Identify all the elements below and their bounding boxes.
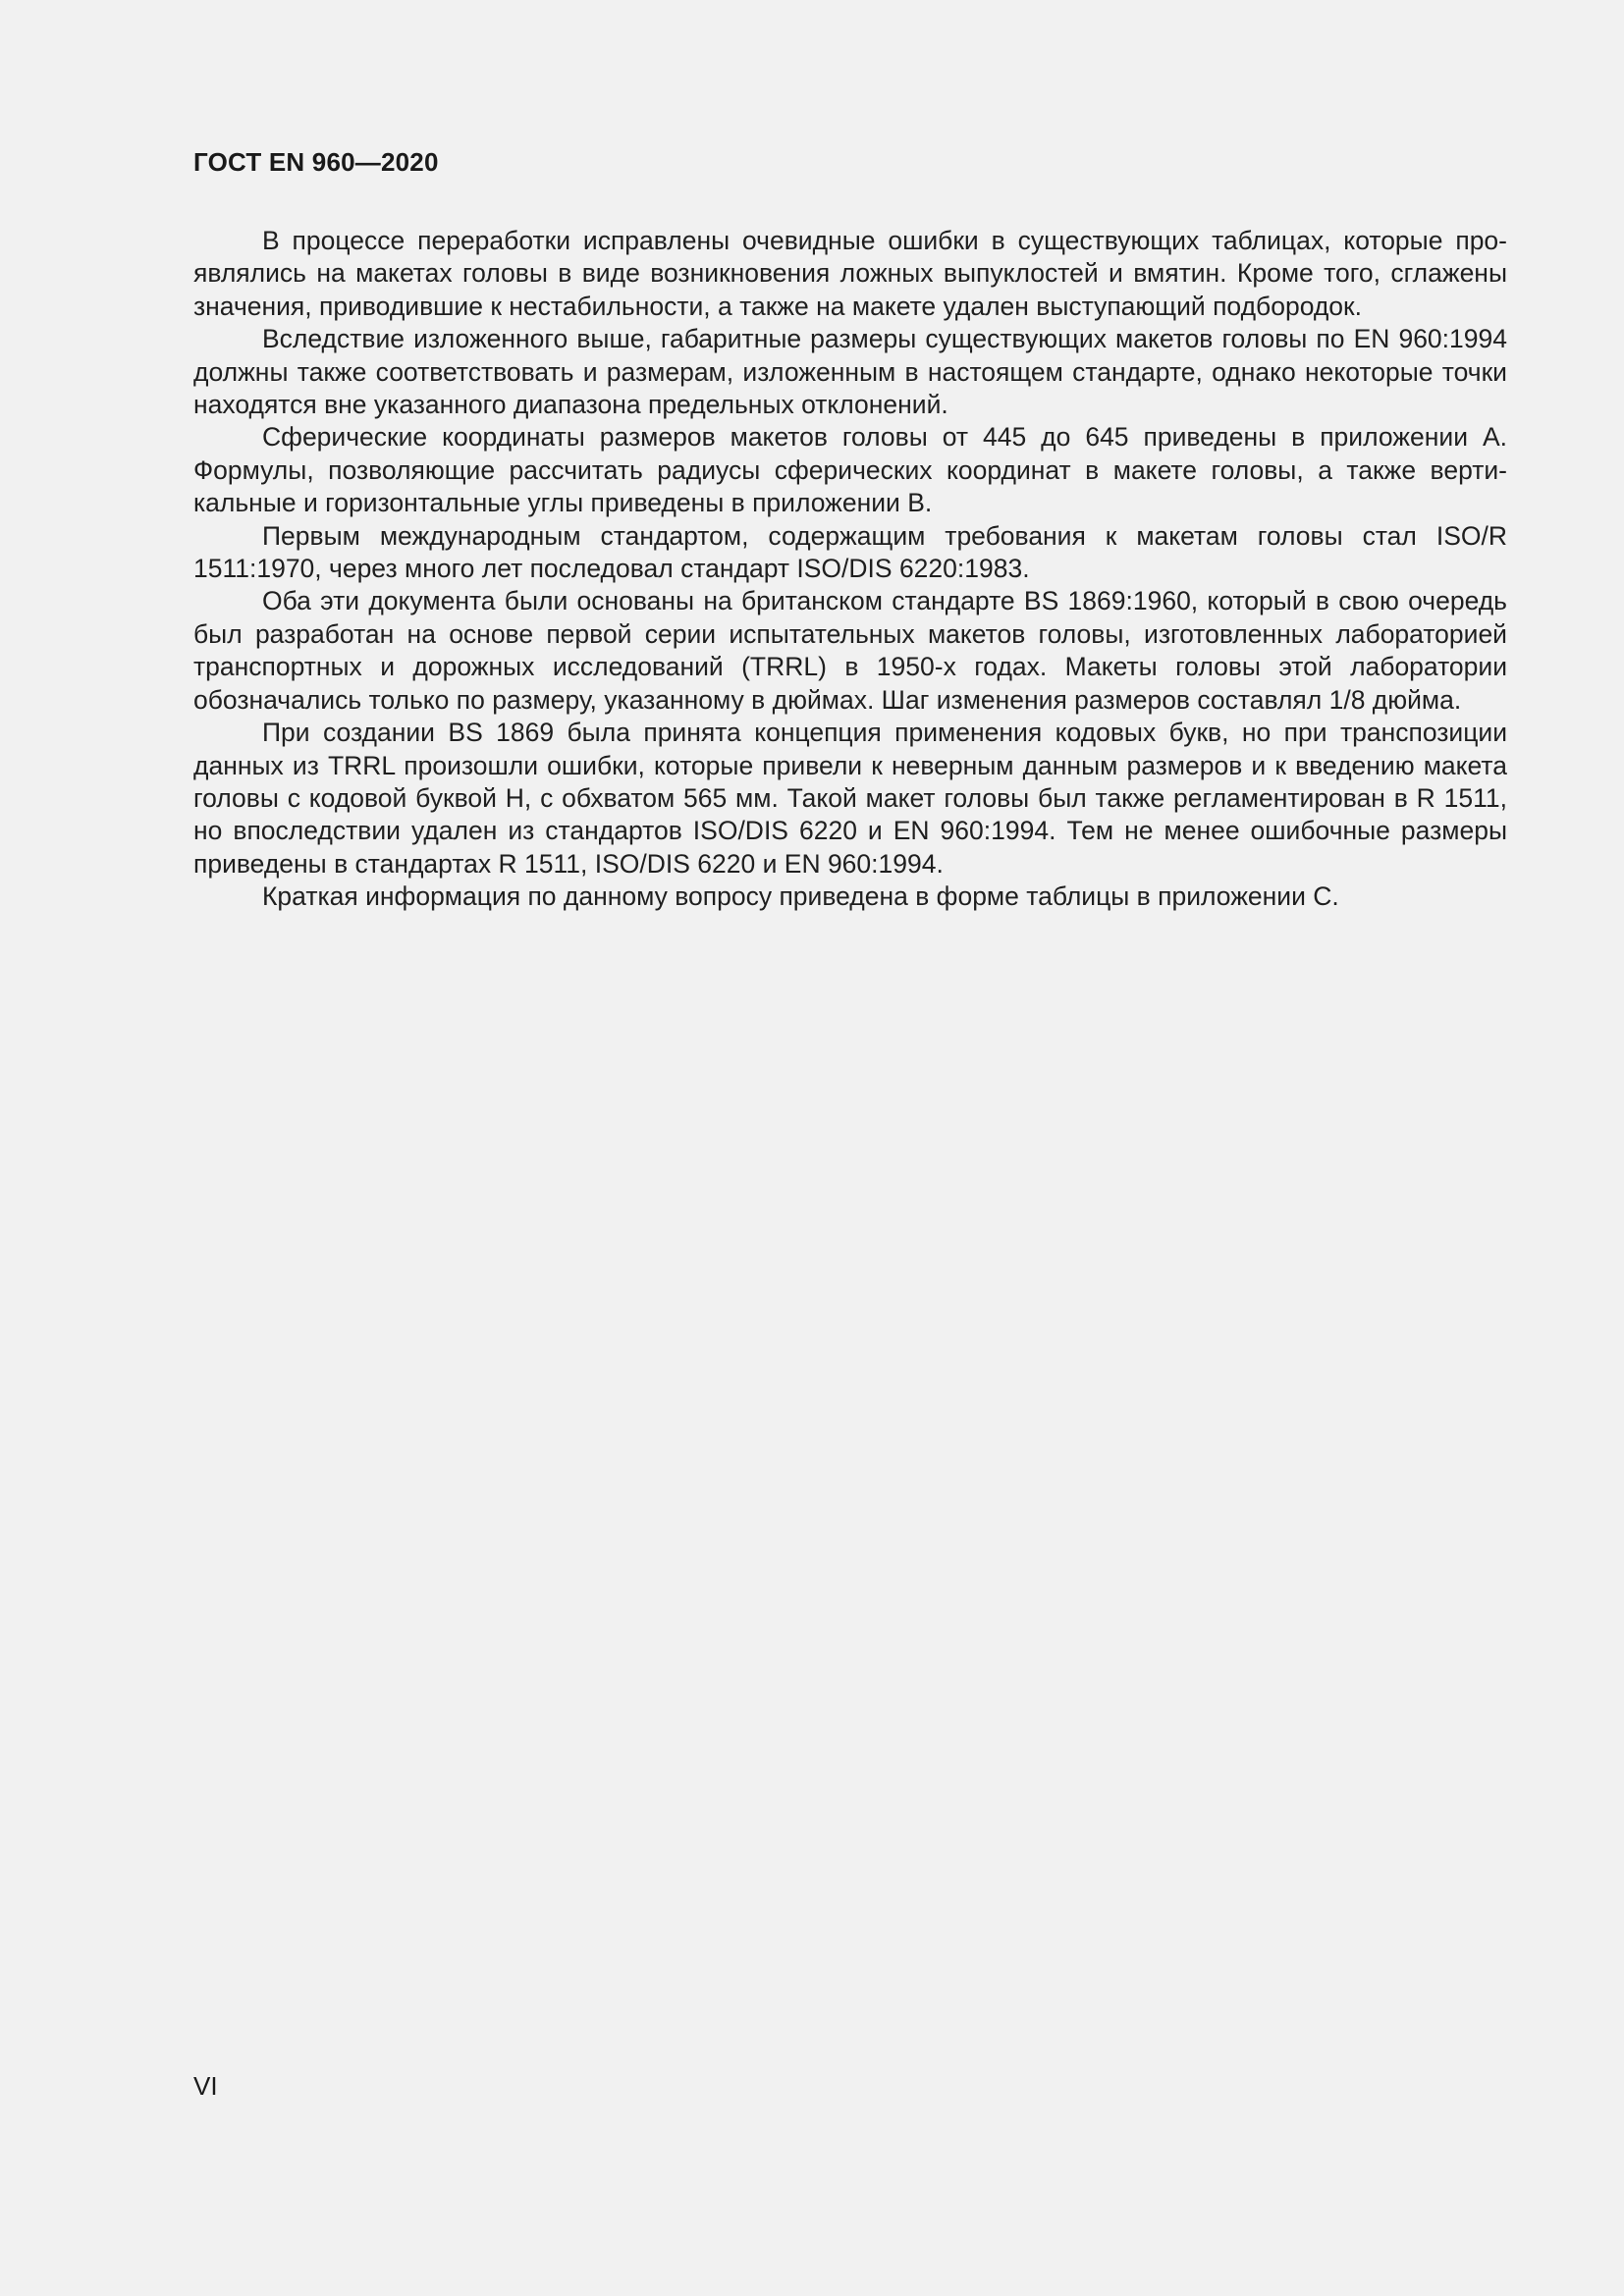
paragraph-7: Краткая информация по данному вопросу приведена в форме таблицы в приложении С. xyxy=(262,881,1339,912)
document-body xyxy=(193,225,1507,914)
paragraph-2: Вследствие изложенного выше, габаритные размеры существующих макетов головы по EN 960:1994 должны также соответствовать и размерам, изложенным в настоящем стандарте, однако некоторые точки находятся вне указанного диапазона предельных отклонений. xyxy=(193,324,1507,420)
page-number: VI xyxy=(193,2071,218,2101)
paragraph-5: Оба эти документа были основаны на британском стандарте BS 1869:1960, который в свою очередь был разработан на основе первой серии испытательных макетов головы, изготовленных лабораторией транспортных и дорожных исследований (TRRL) в 1950-х годах. Макеты головы этой лаборатории обозначались только по размеру, указанному в дюймах. Шаг изменения размеров составлял 1/8 дюйма. xyxy=(193,586,1507,715)
paragraph-1: В процессе переработки исправлены очевидные ошибки в существующих таблицах, которые проявлялись на макетах головы в виде возникновения ложных выпуклостей и вмятин. Кроме того, сглажены значения, приводившие к нестабильности, а также на макете удален выступающий подбородок. xyxy=(193,226,1507,321)
document-header: ГОСТ EN 960—2020 xyxy=(193,147,439,177)
paragraph-4: Первым международным стандартом, содержащим требования к макетам головы стал ISO/R 1511:1970, через много лет последовал стандарт ISO/DIS 6220:1983. xyxy=(193,520,1507,584)
paragraph-3: Сферические координаты размеров макетов головы от 445 до 645 приведены в приложении А. Формулы, позволяющие рассчитать радиусы сферических координат в макете головы, а также вертикальные и горизонтальные углы приведены в приложении В. xyxy=(193,422,1507,518)
paragraph-6: При создании BS 1869 была принята концепция применения кодовых букв, но при транспозиции данных из TRRL произошли ошибки, которые привели к неверным данным размеров и к введению макета головы с кодовой буквой Н, с обхватом 565 мм. Такой макет головы был также регламентирован в R 1511, но впоследствии удален из стандартов ISO/DIS 6220 и EN 960:1994. Тем не менее ошибочные размеры приведены в стандартах R 1511, ISO/DIS 6220 и EN 960:1994. xyxy=(193,718,1507,879)
